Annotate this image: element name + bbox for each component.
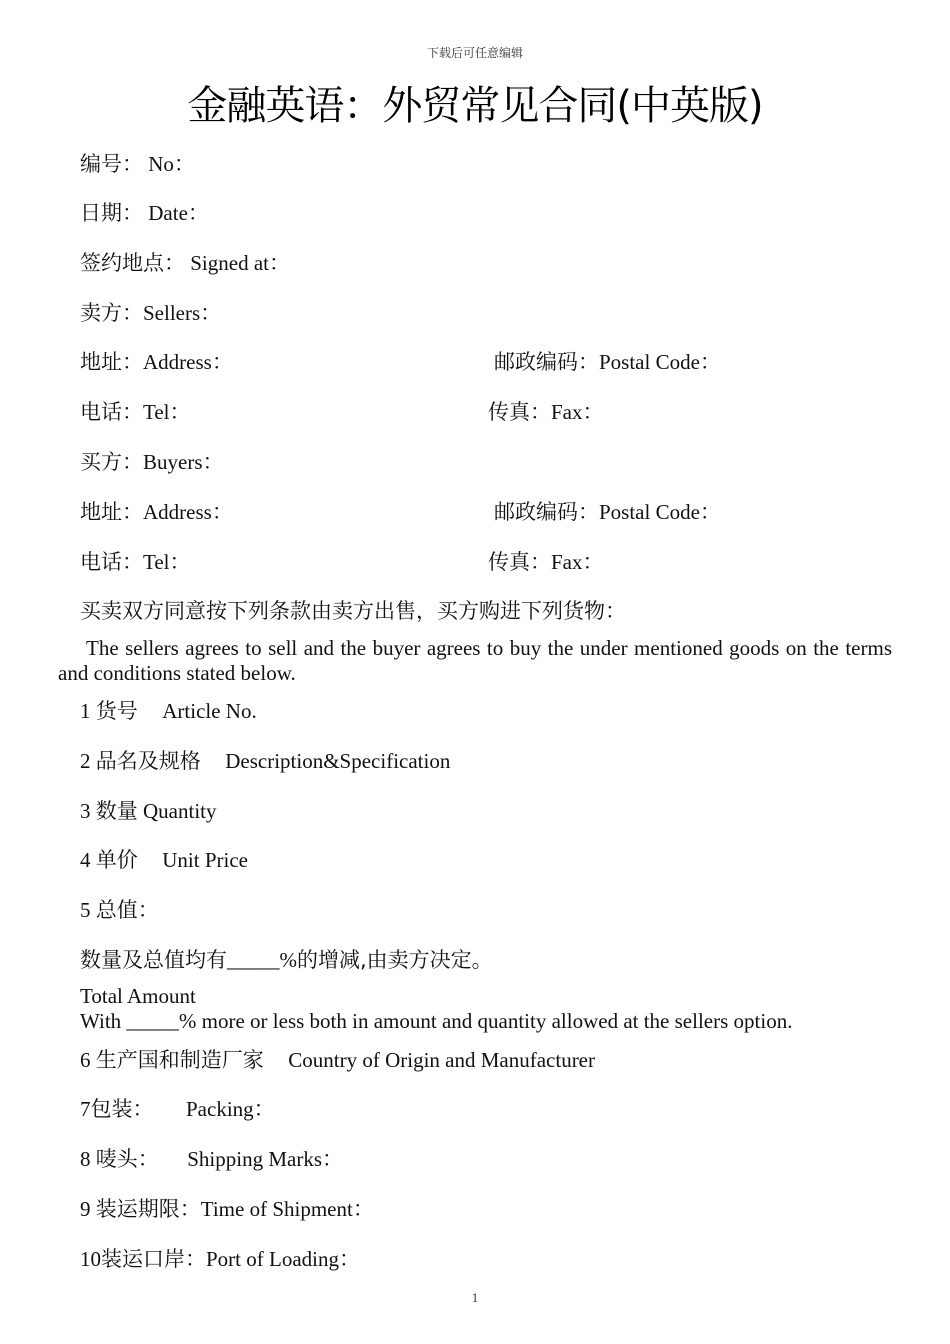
field-seller-address-en: Address： — [143, 350, 233, 374]
item-7-zh: 包装： — [90, 1097, 154, 1121]
item-4-en: Unit Price — [162, 848, 248, 872]
field-buyer-tel — [80, 548, 191, 576]
field-signed-at — [80, 249, 290, 277]
field-sellers-zh: 卖方： — [80, 301, 143, 325]
item-article-no — [80, 697, 257, 725]
field-buyer-fax-zh: 传真： — [488, 550, 551, 574]
field-buyers-zh: 买方： — [80, 450, 143, 474]
item-4-num: 4 — [80, 848, 91, 872]
field-seller-fax-zh: 传真： — [488, 400, 551, 424]
field-seller-fax-en: Fax： — [551, 400, 604, 424]
page-title: 金融英语：外贸常见合同(中英版) — [187, 83, 763, 129]
item-6-en: Country of Origin and Manufacturer — [288, 1048, 595, 1072]
item-5-note-blank: _____% — [227, 948, 297, 972]
item-9-num: 9 — [80, 1197, 91, 1221]
item-8-en: Shipping Marks： — [187, 1147, 344, 1171]
item-origin — [80, 1046, 595, 1074]
field-seller-tel — [80, 398, 191, 426]
item-description — [80, 747, 450, 775]
field-seller-tel-zh: 电话： — [80, 400, 143, 424]
item-5-with: With _____% more or less both in amount and quantity allowed at the sellers option. — [80, 1009, 793, 1033]
item-total-value — [80, 896, 159, 924]
item-7-en: Packing： — [186, 1097, 275, 1121]
item-3-zh: 数量 — [95, 799, 138, 823]
field-buyer-tel-en: Tel： — [143, 550, 191, 574]
field-buyer-address-zh: 地址： — [80, 500, 143, 524]
item-5-note-zh-a: 数量及总值均有 — [80, 948, 227, 972]
item-1-en: Article No. — [162, 699, 257, 723]
item-7-num: 7 — [80, 1097, 91, 1121]
item-5-num: 5 — [80, 898, 91, 922]
item-packing — [80, 1095, 275, 1123]
item-1-num: 1 — [80, 699, 91, 723]
field-no — [80, 150, 195, 178]
item-5-total-amount: Total Amount — [80, 984, 196, 1008]
item-4-zh: 单价 — [95, 848, 138, 872]
field-buyers-en: Buyers： — [143, 450, 224, 474]
field-signed-at-zh: 签约地点： — [80, 251, 185, 275]
item-9-zh: 装运期限： — [95, 1197, 201, 1221]
item-2-num: 2 — [80, 749, 91, 773]
field-date — [80, 199, 209, 227]
agreement-en: The sellers agrees to sell and the buyer agrees to buy the under mentioned goods on the terms and conditions stated below. — [58, 636, 892, 685]
field-seller-postal-zh: 邮政编码： — [494, 350, 599, 374]
header-note: 下载后可任意编辑 — [426, 46, 523, 60]
item-10-en: Port of Loading： — [206, 1247, 360, 1271]
item-quantity — [80, 797, 217, 825]
field-seller-fax — [488, 398, 604, 426]
field-seller-postal-en: Postal Code： — [599, 350, 721, 374]
item-8-num: 8 — [80, 1147, 91, 1171]
item-5-note-zh-b: 的增减,由卖方决定。 — [297, 948, 493, 972]
field-buyers — [80, 448, 224, 476]
field-sellers-en: Sellers： — [143, 301, 222, 325]
field-seller-address — [80, 348, 233, 376]
item-2-zh: 品名及规格 — [95, 749, 201, 773]
item-port-of-loading — [80, 1245, 360, 1273]
field-signed-at-en: Signed at： — [190, 251, 290, 275]
field-date-en: Date： — [148, 201, 209, 225]
item-time-of-shipment — [80, 1195, 374, 1223]
field-seller-tel-en: Tel： — [143, 400, 191, 424]
field-buyer-postal-en: Postal Code： — [599, 500, 721, 524]
page-number: 1 — [471, 1290, 479, 1305]
item-8-zh: 唛头： — [95, 1147, 159, 1171]
item-10-num: 10 — [80, 1247, 101, 1271]
field-seller-postal — [494, 348, 721, 376]
agreement-zh: 买卖双方同意按下列条款由卖方出售，买方购进下列货物： — [80, 599, 626, 623]
item-5-note — [80, 946, 493, 974]
item-unit-price — [80, 846, 248, 874]
item-2-en: Description&Specification — [225, 749, 451, 773]
item-10-zh: 装运口岸： — [101, 1247, 206, 1271]
item-3-en: Quantity — [143, 799, 217, 823]
item-shipping-marks — [80, 1145, 343, 1173]
item-6-zh: 生产国和制造厂家 — [95, 1048, 264, 1072]
field-buyer-fax — [488, 548, 604, 576]
field-buyer-tel-zh: 电话： — [80, 550, 143, 574]
field-sellers — [80, 299, 221, 327]
field-buyer-address — [80, 498, 233, 526]
field-buyer-address-en: Address： — [143, 500, 233, 524]
item-6-num: 6 — [80, 1048, 91, 1072]
field-buyer-postal-zh: 邮政编码： — [494, 500, 599, 524]
item-5-english — [80, 984, 792, 1034]
field-no-en: No： — [148, 152, 195, 176]
field-seller-address-zh: 地址： — [80, 350, 143, 374]
field-no-zh: 编号： — [80, 152, 143, 176]
item-1-zh: 货号 — [95, 699, 138, 723]
item-3-num: 3 — [80, 799, 91, 823]
field-buyer-fax-en: Fax： — [551, 550, 604, 574]
field-date-zh: 日期： — [80, 201, 143, 225]
item-5-zh: 总值： — [95, 898, 159, 922]
field-buyer-postal — [494, 498, 721, 526]
item-9-en: Time of Shipment： — [200, 1197, 374, 1221]
